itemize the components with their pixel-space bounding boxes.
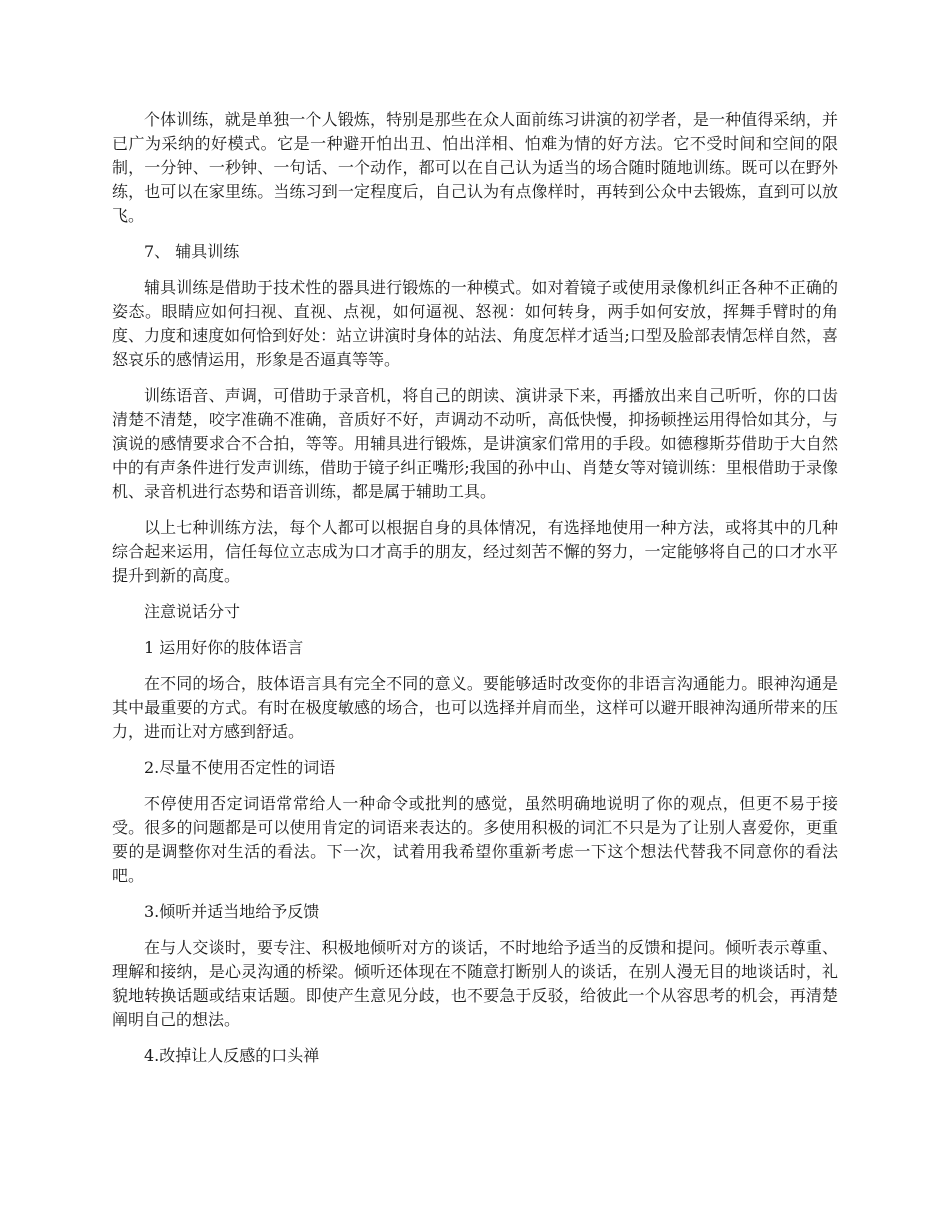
paragraph-body-language: 在不同的场合，肢体语言具有完全不同的意义。要能够适时改变你的非语言沟通能力。眼神沟通是其中最重要的方式。有时在极度敏感的场合，也可以选择并肩而坐，这样可以避开眼神沟通所带来的压力，进而让对方感到舒适。 xyxy=(112,674,838,741)
paragraph-individual-training: 个体训练，就是单独一个人锻炼，特别是那些在众人面前练习讲演的初学者，是一种值得采纳，并已广为采纳的好模式。它是一种避开怕出丑、怕出洋相、怕难为情的好方法。它不受时间和空间的限制，一分钟、一秒钟、一句话、一个动作，都可以在自己认为适当的场合随时随地训练。既可以在野外练，也可以在家里练。当练习到一定程度后，自己认为有点像样时，再转到公众中去锻炼，直到可以放飞。 xyxy=(112,110,838,225)
heading-speech-measure: 注意说话分寸 xyxy=(144,602,241,621)
heading-listening: 3.倾听并适当地给予反馈 xyxy=(144,902,320,921)
heading-negative-words: 2.尽量不使用否定性的词语 xyxy=(144,758,336,777)
paragraph-summary: 以上七种训练方法，每个人都可以根据自身的具体情况，有选择地使用一种方法，或将其中的几种综合起来运用，信任每位立志成为口才高手的朋友，经过刻苦不懈的努力，一定能够将自己的口才水平提升到新的高度。 xyxy=(112,518,838,585)
paragraph-negative-words: 不停使用否定词语常常给人一种命令或批判的感觉，虽然明确地说明了你的观点，但更不易于接受。很多的问题都是可以使用肯定的词语来表达的。多使用积极的词汇不只是为了让别人喜爱你，更重要的是调整你对生活的看法。下一次，试着用我希望你重新考虑一下这个想法代替我不同意你的看法吧。 xyxy=(112,794,838,885)
heading-aid-training: 7、 辅具训练 xyxy=(144,242,240,261)
heading-body-language: 1 运用好你的肢体语言 xyxy=(144,638,304,657)
paragraph-voice-training: 训练语音、声调，可借助于录音机，将自己的朗读、演讲录下来，再播放出来自己听听，你的口齿清楚不清楚，咬字准确不准确，音质好不好，声调动不动听，高低快慢，抑扬顿挫运用得恰如其分，与演说的感情要求合不合拍，等等。用辅具进行锻炼，是讲演家们常用的手段。如德穆斯芬借助于大自然中的有声条件进行发声训练，借助于镜子纠正嘴形;我国的孙中山、肖楚女等对镜训练：里根借助于录像机、录音机进行态势和语音训练，都是属于辅助工具。 xyxy=(112,386,838,501)
paragraph-listening: 在与人交谈时，要专注、积极地倾听对方的谈话，不时地给予适当的反馈和提问。倾听表示尊重、理解和接纳，是心灵沟通的桥梁。倾听还体现在不随意打断别人的谈话，在别人漫无目的地谈话时，礼貌地转换话题或结束话题。即使产生意见分歧，也不要急于反驳，给彼此一个从容思考的机会，再清楚阐明自己的想法。 xyxy=(112,938,838,1029)
paragraph-aid-training: 辅具训练是借助于技术性的器具进行锻炼的一种模式。如对着镜子或使用录像机纠正各种不正确的姿态。眼睛应如何扫视、直视、点视，如何逼视、怒视：如何转身，两手如何安放，挥舞手臂时的角度、力度和速度如何恰到好处：站立讲演时身体的站法、角度怎样才适当;口型及脸部表情怎样自然，喜怒哀乐的感情运用，形象是否逼真等等。 xyxy=(112,278,838,369)
heading-catchphrase: 4.改掉让人反感的口头禅 xyxy=(144,1046,320,1065)
document-page xyxy=(112,108,838,1080)
